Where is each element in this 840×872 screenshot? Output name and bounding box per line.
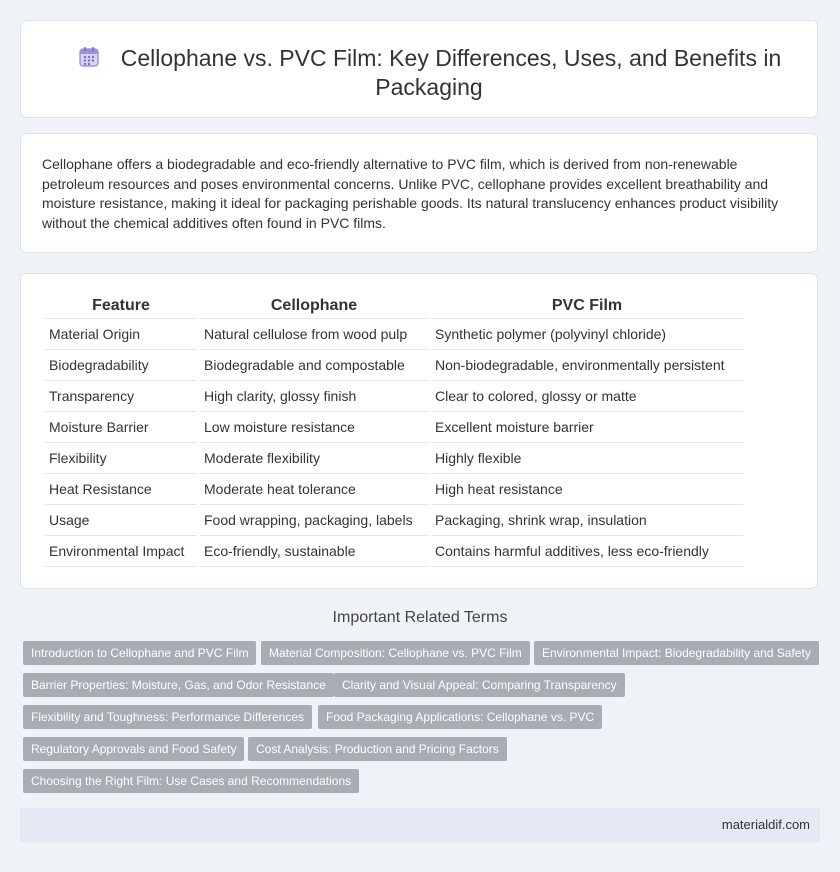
table-cell: Natural cellulose from wood pulp [200, 319, 428, 350]
table-cell: Transparency [45, 381, 197, 412]
related-tag[interactable]: Regulatory Approvals and Food Safety [23, 737, 244, 761]
table-cell: Non-biodegradable, environmentally persistent [431, 350, 743, 381]
related-terms-title: Important Related Terms [332, 609, 508, 626]
related-tag[interactable]: Introduction to Cellophane and PVC Film [23, 641, 256, 665]
related-tag[interactable]: Material Composition: Cellophane vs. PVC Film [261, 641, 530, 665]
table-row [45, 350, 743, 381]
comparison-card [20, 273, 818, 589]
table-cell: Biodegradable and compostable [200, 350, 428, 381]
table-row [45, 443, 743, 474]
header-card [20, 20, 818, 118]
table-cell: Synthetic polymer (polyvinyl chloride) [431, 319, 743, 350]
page-title [61, 44, 797, 102]
calendar-grid-icon [77, 45, 101, 69]
table-cell: Moderate flexibility [200, 443, 428, 474]
table-cell: High heat resistance [431, 474, 743, 505]
related-tag[interactable]: Cost Analysis: Production and Pricing Factors [248, 737, 507, 761]
table-cell: Excellent moisture barrier [431, 412, 743, 443]
table-row [45, 505, 743, 536]
related-tag[interactable]: Barrier Properties: Moisture, Gas, and Odor Resistance [23, 673, 334, 697]
related-tag[interactable]: Choosing the Right Film: Use Cases and Recommendations [23, 769, 359, 793]
table-row [45, 536, 743, 567]
table-cell: Clear to colored, glossy or matte [431, 381, 743, 412]
table-cell: Material Origin [45, 319, 197, 350]
table-cell: Environmental Impact [45, 536, 197, 567]
table-cell: Low moisture resistance [200, 412, 428, 443]
table-cell: Highly flexible [431, 443, 743, 474]
related-tag[interactable]: Clarity and Visual Appeal: Comparing Transparency [334, 673, 625, 697]
table-cell: Food wrapping, packaging, labels [200, 505, 428, 536]
table-cell: Moderate heat tolerance [200, 474, 428, 505]
table-row [45, 381, 743, 412]
related-tag[interactable]: Flexibility and Toughness: Performance Differences [23, 705, 312, 729]
table-cell: Flexibility [45, 443, 197, 474]
table-cell: High clarity, glossy finish [200, 381, 428, 412]
table-row [45, 474, 743, 505]
table-cell: Moisture Barrier [45, 412, 197, 443]
table-row [45, 319, 743, 350]
comparison-table [42, 294, 746, 567]
related-tag[interactable]: Environmental Impact: Biodegradability and Safety [534, 641, 819, 665]
table-cell: Usage [45, 505, 197, 536]
footer-bar [20, 808, 820, 842]
intro-card [20, 133, 818, 253]
table-header-row [45, 294, 743, 319]
table-cell: Packaging, shrink wrap, insulation [431, 505, 743, 536]
column-header-pvc: PVC Film [431, 294, 743, 319]
related-tag[interactable]: Food Packaging Applications: Cellophane vs. PVC [318, 705, 602, 729]
column-header-cellophane: Cellophane [200, 294, 428, 319]
table-cell: Heat Resistance [45, 474, 197, 505]
table-row [45, 412, 743, 443]
table-cell: Biodegradability [45, 350, 197, 381]
column-header-feature: Feature [45, 294, 197, 319]
table-cell: Eco-friendly, sustainable [200, 536, 428, 567]
footer-site-link[interactable]: materialdif.com [721, 817, 810, 832]
table-cell: Contains harmful additives, less eco-friendly [431, 536, 743, 567]
page-title-text: Cellophane vs. PVC Film: Key Differences, Uses, and Benefits in Packaging [120, 45, 782, 100]
intro-paragraph: Cellophane offers a biodegradable and eco-friendly alternative to PVC film, which is derived from non-renewable petroleum resources and poses environmental concerns. Unlike PVC, cellophane provides excellent breathability and moisture resistance, making it ideal for packaging perishable goods. Its natural translucency enhances product visibility without the chemical additives often found in PVC films. [42, 156, 779, 231]
